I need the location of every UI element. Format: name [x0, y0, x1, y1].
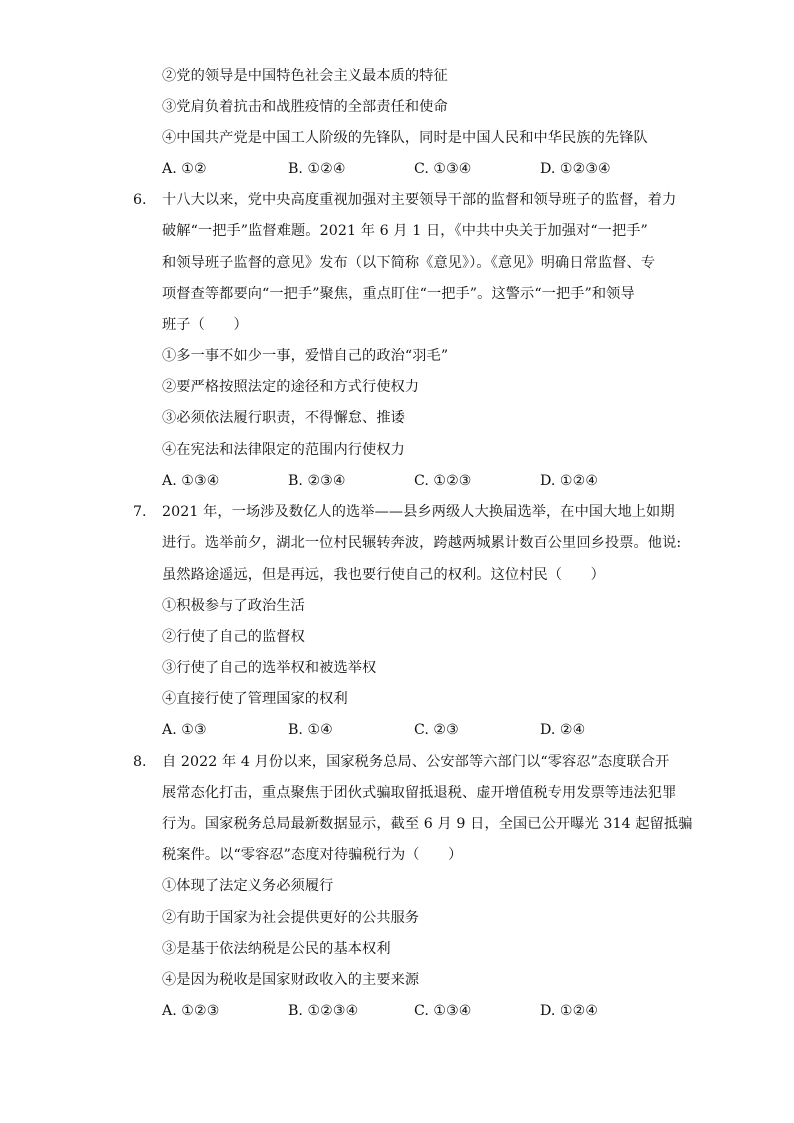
- statement-item: ③行使了自己的选举权和被选举权: [162, 660, 377, 676]
- option-c: C. ①③④: [414, 1003, 472, 1019]
- question-stem-line: 2021 年，一场涉及数亿人的选举——县乡两级人大换届选举，在中国大地上如期: [162, 504, 675, 520]
- option-b: B. ①④: [288, 722, 333, 738]
- statement-item: ①积极参与了政治生活: [162, 598, 305, 614]
- option-c: C. ①②③: [414, 473, 472, 489]
- statement-item: ④是因为税收是国家财政收入的主要来源: [162, 972, 420, 988]
- statement-item: ②行使了自己的监督权: [162, 629, 305, 645]
- statement-item: ②有助于国家为社会提供更好的公共服务: [162, 910, 420, 926]
- option-a: A. ①②③: [162, 1003, 220, 1019]
- question-stem-line: 十八大以来，党中央高度重视加强对主要领导干部的监督和领导班子的监督，着力: [162, 192, 677, 208]
- option-d: D. ①②③④: [540, 161, 611, 177]
- option-b: B. ②③④: [288, 473, 346, 489]
- statement-item: ③必须依法履行职责，不得懈怠、推诿: [162, 410, 405, 426]
- question-stem-line: 虽然路途遥远，但是再远，我也要行使自己的权利。这位村民（ ）: [162, 567, 605, 583]
- question-stem-line: 和领导班子监督的意见》发布（以下简称《意见》）。《意见》明确日常监督、专: [162, 255, 656, 271]
- option-c: C. ①③④: [414, 161, 472, 177]
- option-d: D. ①②④: [540, 473, 599, 489]
- statement-item: ①体现了法定义务必须履行: [162, 878, 334, 894]
- statement-item: ②要严格按照法定的途径和方式行使权力: [162, 379, 420, 395]
- option-c: C. ②③: [414, 722, 459, 738]
- question-stem-line: 破解“一把手”监督难题。2021 年 6 月 1 日，《中共中央关于加强对“一把手”: [162, 223, 648, 239]
- option-a: A. ①③: [162, 722, 207, 738]
- option-b: B. ①②④: [288, 161, 346, 177]
- option-b: B. ①②③④: [288, 1003, 359, 1019]
- top-item-4: ④中国共产党是中国工人阶级的先锋队，同时是中国人民和中华民族的先锋队: [162, 130, 648, 146]
- question-number: 6.: [133, 192, 147, 208]
- question-stem-line: 行为。国家税务总局最新数据显示，截至 6 月 9 日，全国已公开曝光 314 起留抵骗: [162, 816, 693, 832]
- question-stem-line: 自 2022 年 4 月份以来，国家税务总局、公安部等六部门以“零容忍”态度联合开: [162, 754, 670, 770]
- question-number: 8.: [133, 754, 147, 770]
- option-a: A. ①③④: [162, 473, 220, 489]
- option-a: A. ①②: [162, 161, 207, 177]
- option-d: D. ①②④: [540, 1003, 599, 1019]
- question-stem-line: 进行。选举前夕，湖北一位村民辗转奔波，跨越两城累计数百公里回乡投票。他说:: [162, 535, 682, 551]
- option-d: D. ②④: [540, 722, 586, 738]
- statement-item: ①多一事不如少一事，爱惜自己的政治“羽毛”: [162, 348, 449, 364]
- top-item-2: ②党的领导是中国特色社会主义最本质的特征: [162, 68, 448, 84]
- top-item-3: ③党肩负着抗击和战胜疫情的全部责任和使命: [162, 99, 448, 115]
- question-stem-line: 班子（ ）: [162, 317, 248, 333]
- statement-item: ③是基于依法纳税是公民的基本权利: [162, 941, 391, 957]
- statement-item: ④直接行使了管理国家的权利: [162, 691, 348, 707]
- question-stem-line: 展常态化打击，重点聚焦于团伙式骗取留抵退税、虚开增值税专用发票等违法犯罪: [162, 785, 677, 801]
- statement-item: ④在宪法和法律限定的范围内行使权力: [162, 442, 405, 458]
- question-number: 7.: [133, 504, 147, 520]
- question-stem-line: 项督查等都要向“一把手”聚焦，重点盯住“一把手”。这警示“一把手”和领导: [162, 286, 635, 302]
- question-stem-line: 税案件。以“零容忍”态度对待骗税行为（ ）: [162, 847, 463, 863]
